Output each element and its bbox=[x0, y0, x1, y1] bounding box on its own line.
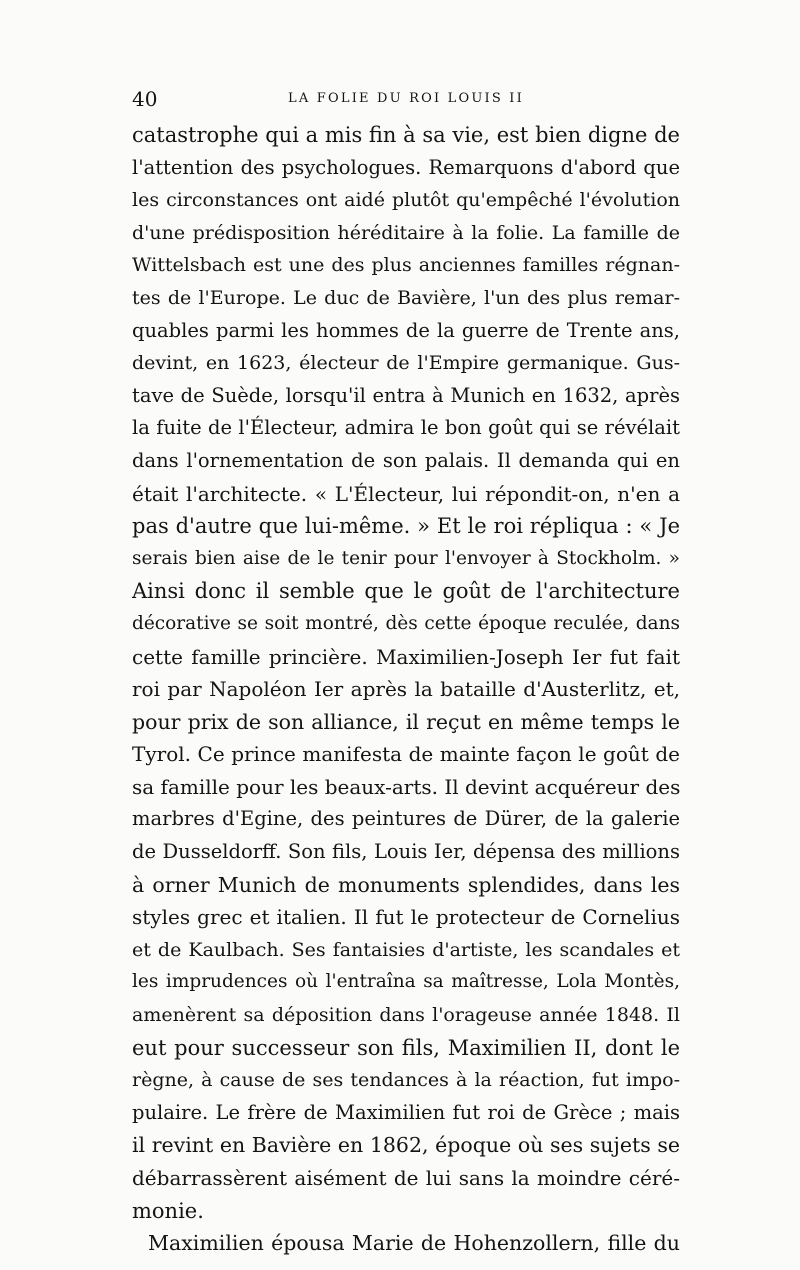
text-line: tes de l'Europe. Le duc de Bavière, l'un des plus remar- bbox=[132, 286, 680, 309]
text-line: amenèrent sa déposition dans l'orageuse année 1848. Il bbox=[132, 1004, 680, 1027]
text-line: monie. bbox=[132, 1198, 204, 1223]
text-line: Maximilien épousa Marie de Hohenzollern, fille du bbox=[148, 1231, 680, 1256]
text-line: l'attention des psychologues. Remarquons d'abord que bbox=[132, 155, 680, 179]
text-line: devint, en 1623, électeur de l'Empire germanique. Gus- bbox=[132, 352, 680, 375]
text-line: catastrophe qui a mis fin à sa vie, est bien digne de bbox=[132, 123, 680, 147]
text-line: Tyrol. Ce prince manifesta de mainte façon le goût de bbox=[132, 742, 680, 767]
text-line: eut pour successeur son fils, Maximilien II, dont le bbox=[132, 1035, 680, 1060]
text-line: règne, à cause de ses tendances à la réaction, fut impo- bbox=[132, 1069, 680, 1092]
text-line: marbres d'Egine, des peintures de Dürer, de la galerie bbox=[132, 807, 680, 831]
text-line: serais bien aise de le tenir pour l'envoyer à Stockholm. » bbox=[132, 547, 680, 569]
body-text bbox=[132, 119, 680, 1260]
text-line: était l'architecte. « L'Électeur, lui répondit-on, n'en a bbox=[132, 481, 680, 506]
text-line: Wittelsbach est une des plus anciennes familles régnan- bbox=[132, 254, 680, 277]
text-line: styles grec et italien. Il fut le protecteur de Cornelius bbox=[132, 905, 680, 930]
text-line: décorative se soit montré, dès cette époque reculée, dans bbox=[132, 612, 680, 634]
text-line: pour prix de son alliance, il reçut en même temps le bbox=[132, 709, 680, 734]
text-line: tave de Suède, lorsqu'il entra à Munich en 1632, après bbox=[132, 383, 680, 407]
page-header bbox=[132, 86, 680, 112]
text-line: la fuite de l'Électeur, admira le bon goût qui se révélait bbox=[132, 416, 680, 440]
text-line: et de Kaulbach. Ses fantaisies d'artiste, les scandales et bbox=[132, 938, 680, 961]
text-line: de Dusseldorff. Son fils, Louis Ier, dépensa des millions bbox=[132, 840, 680, 864]
text-line: les circonstances ont aidé plutôt qu'empêché l'évolution bbox=[132, 189, 680, 212]
running-title: LA FOLIE DU ROI LOUIS II bbox=[288, 91, 524, 106]
text-line: pulaire. Le frère de Maximilien fut roi de Grèce ; mais bbox=[132, 1100, 680, 1124]
text-line: cette famille princière. Maximilien-Joseph Ier fut fait bbox=[132, 644, 680, 669]
text-line: roi par Napoléon Ier après la bataille d'Austerlitz, et, bbox=[132, 677, 680, 702]
text-line: quables parmi les hommes de la guerre de Trente ans, bbox=[132, 318, 680, 342]
text-line: débarrassèrent aisément de lui sans la moindre céré- bbox=[132, 1166, 680, 1190]
page-number: 40 bbox=[132, 87, 158, 111]
text-line: d'une prédisposition héréditaire à la folie. La famille de bbox=[132, 221, 680, 244]
text-line: sa famille pour les beaux-arts. Il devint acquéreur des bbox=[132, 774, 681, 799]
text-line: il revint en Bavière en 1862, époque où ses sujets se bbox=[132, 1133, 680, 1158]
text-line: les imprudences où l'entraîna sa maîtresse, Lola Montès, bbox=[132, 971, 680, 993]
text-line: pas d'autre que lui-même. » Et le roi répliqua : « Je bbox=[132, 514, 680, 539]
text-line: dans l'ornementation de son palais. Il demanda qui en bbox=[132, 448, 680, 472]
text-line: Ainsi donc il semble que le goût de l'architecture bbox=[132, 579, 680, 604]
text-line: à orner Munich de monuments splendides, dans les bbox=[132, 872, 680, 897]
